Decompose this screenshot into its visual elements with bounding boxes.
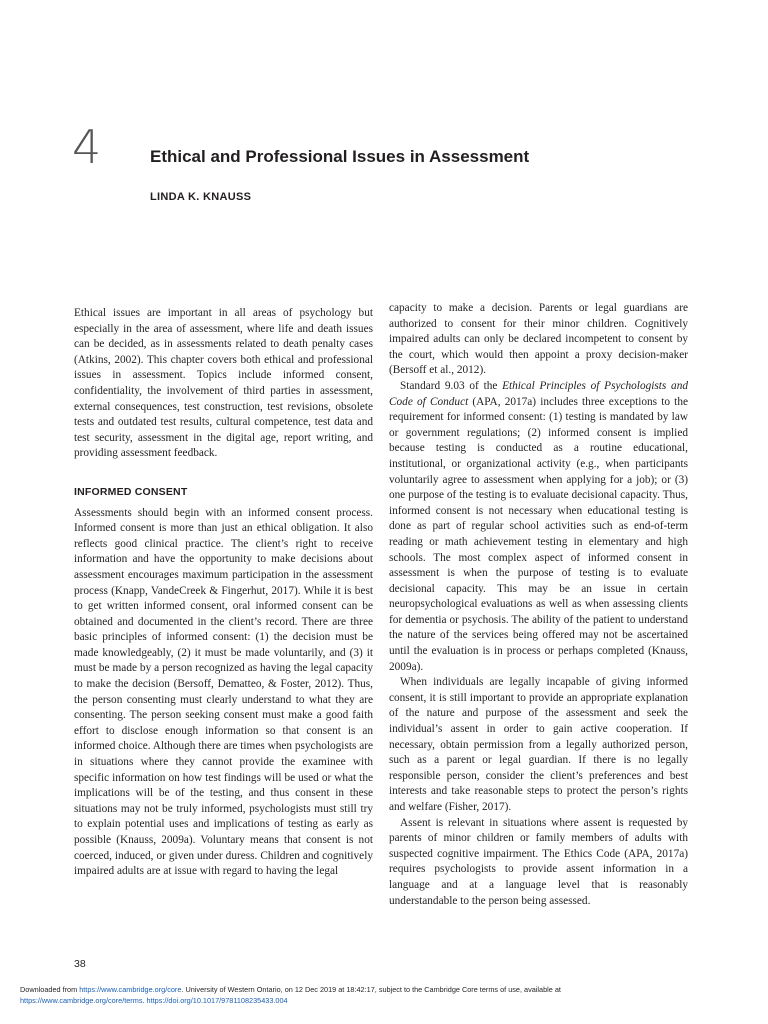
- body-paragraph: When individuals are legally incapable of giving informed consent, it is still important to provide an appropriate explanation of the nature and purpose of the assessment and seek the individual’s assent in order to gain active cooperation. If necessary, obtain permission from a legally authorized person, such as a parent or legal guardian. If there is no legally responsible person, consider the client’s preferences and best interests and take reasonable steps to protect the person’s rights and welfare (Fisher, 2017).: [389, 676, 688, 813]
- doi-link[interactable]: https://doi.org/10.1017/9781108235433.004: [146, 996, 288, 1005]
- page-number: 38: [74, 958, 86, 970]
- ethics-code-title: Ethical Principles of Psychologists and Code of Conduct: [389, 379, 688, 408]
- standard-text: Standard 9.03 of the: [400, 379, 503, 392]
- footer-middle: . University of Western Ontario, on 12 Dec 2019 at 18:42:17, subject to the Cambridge Core terms of use, available at: [181, 985, 561, 994]
- informed-consent-paragraph: Assessments should begin with an informed consent process. Informed consent is more than just an ethical obligation. It also reflects good clinical practice. The client’s right to receive information and have the opportunity to make decisions about assessment encourages maximum participation in the assessment process (Knapp, VandeCreek & Fingerhut, 2017). While it is best to get written informed consent, oral informed consent can be obtained and documented in the client’s record. There are three basic principles of informed consent: (1) the decision must be made knowledgeably, (2) it must be made voluntarily, and (3) it must be made by a person recognized as having the legal capacity to make the decision (Bersoff, Dematteo, & Foster, 2012). Thus, the person consenting must clearly understand to what they are consenting. The person seeking consent must make a good faith effort to disclose enough information so that consent is an informed choice. Although there are times when psychologists are in situations where they cannot provide the examinee with specific information on how test findings will be used or what the implications will be of the testing, and thus consent in these situations may not be truly informed, psychologists must still try to explain potential uses and implications of testing as early as possible (Knauss, 2009a). Voluntary means that consent is not coerced, induced, or given under duress. Children and cognitively impaired adults are at issue with regard to having the legal: [74, 506, 373, 878]
- download-footer: [20, 984, 740, 1006]
- section-heading-informed-consent: INFORMED CONSENT: [74, 485, 188, 498]
- intro-paragraph: Ethical issues are important in all areas of psychology but especially in the area of assessment, where life and death issues can be decided, as in assessments related to death penalty cases (Atkins, 2002). This chapter covers both ethical and professional issues in assessment. Topics include informed consent, confidentiality, the involvement of third parties in assessment, external consequences, test construction, test revisions, obsolete tests and outdated test results, cultural competence, test data and test security, assessment in the digital age, report writing, and providing assessment feedback.: [74, 307, 373, 460]
- terms-link[interactable]: https://www.cambridge.org/core/terms: [20, 996, 143, 1005]
- footer-separator: .: [142, 996, 147, 1005]
- chapter-title: Ethical and Professional Issues in Assessment: [150, 147, 530, 166]
- left-column: [74, 306, 373, 880]
- body-paragraph: capacity to make a decision. Parents or legal guardians are authorized to consent for their minor children. Cognitively impaired adults can only be declared incompetent to consent by the court, which would then appoint a proxy decision-maker (Bersoff et al., 2012).: [389, 302, 688, 377]
- cambridge-core-link[interactable]: https://www.cambridge.org/core: [79, 985, 182, 994]
- body-paragraph: [389, 379, 688, 675]
- footer-prefix: Downloaded from: [20, 985, 80, 994]
- body-paragraph: Assent is relevant in situations where assent is requested by parents of minor children or family members of adults with suspected cognitive impairment. The Ethics Code (APA, 2017a) requires psychologists to provide assent information in a language and at a language level that is reasonably understandable to the person being assessed.: [389, 816, 688, 907]
- standard-text-continued: (APA, 2017a) includes three exceptions to the requirement for informed consent: (1) testing is mandated by law or government regulations; (2) informed consent is implied because testing is conducted as a routine educational, institutional, or organizational activity (e.g., when participants voluntarily agree to assessment when applying for a job); or (3) one purpose of the testing is to evaluate decisional capacity. Thus, informed consent is not necessary when educational testing is done as part of regular school activities such as end-of-term reading or math achievement testing in elementary and high schools. The most complex aspect of informed consent in assessment is when the purpose of testing is to evaluate decisional capacity. This may be an issue in certain neuropsychological evaluations as well as when assessing clients for dementia or psychosis. The ability of the patient to understand the nature of the services being offered may not be ascertained until the evaluation is in process or perhaps completed (Knauss, 2009a).: [389, 395, 688, 673]
- chapter-number: 4: [72, 120, 102, 174]
- right-column: [389, 301, 688, 909]
- author-name: LINDA K. KNAUSS: [150, 191, 252, 203]
